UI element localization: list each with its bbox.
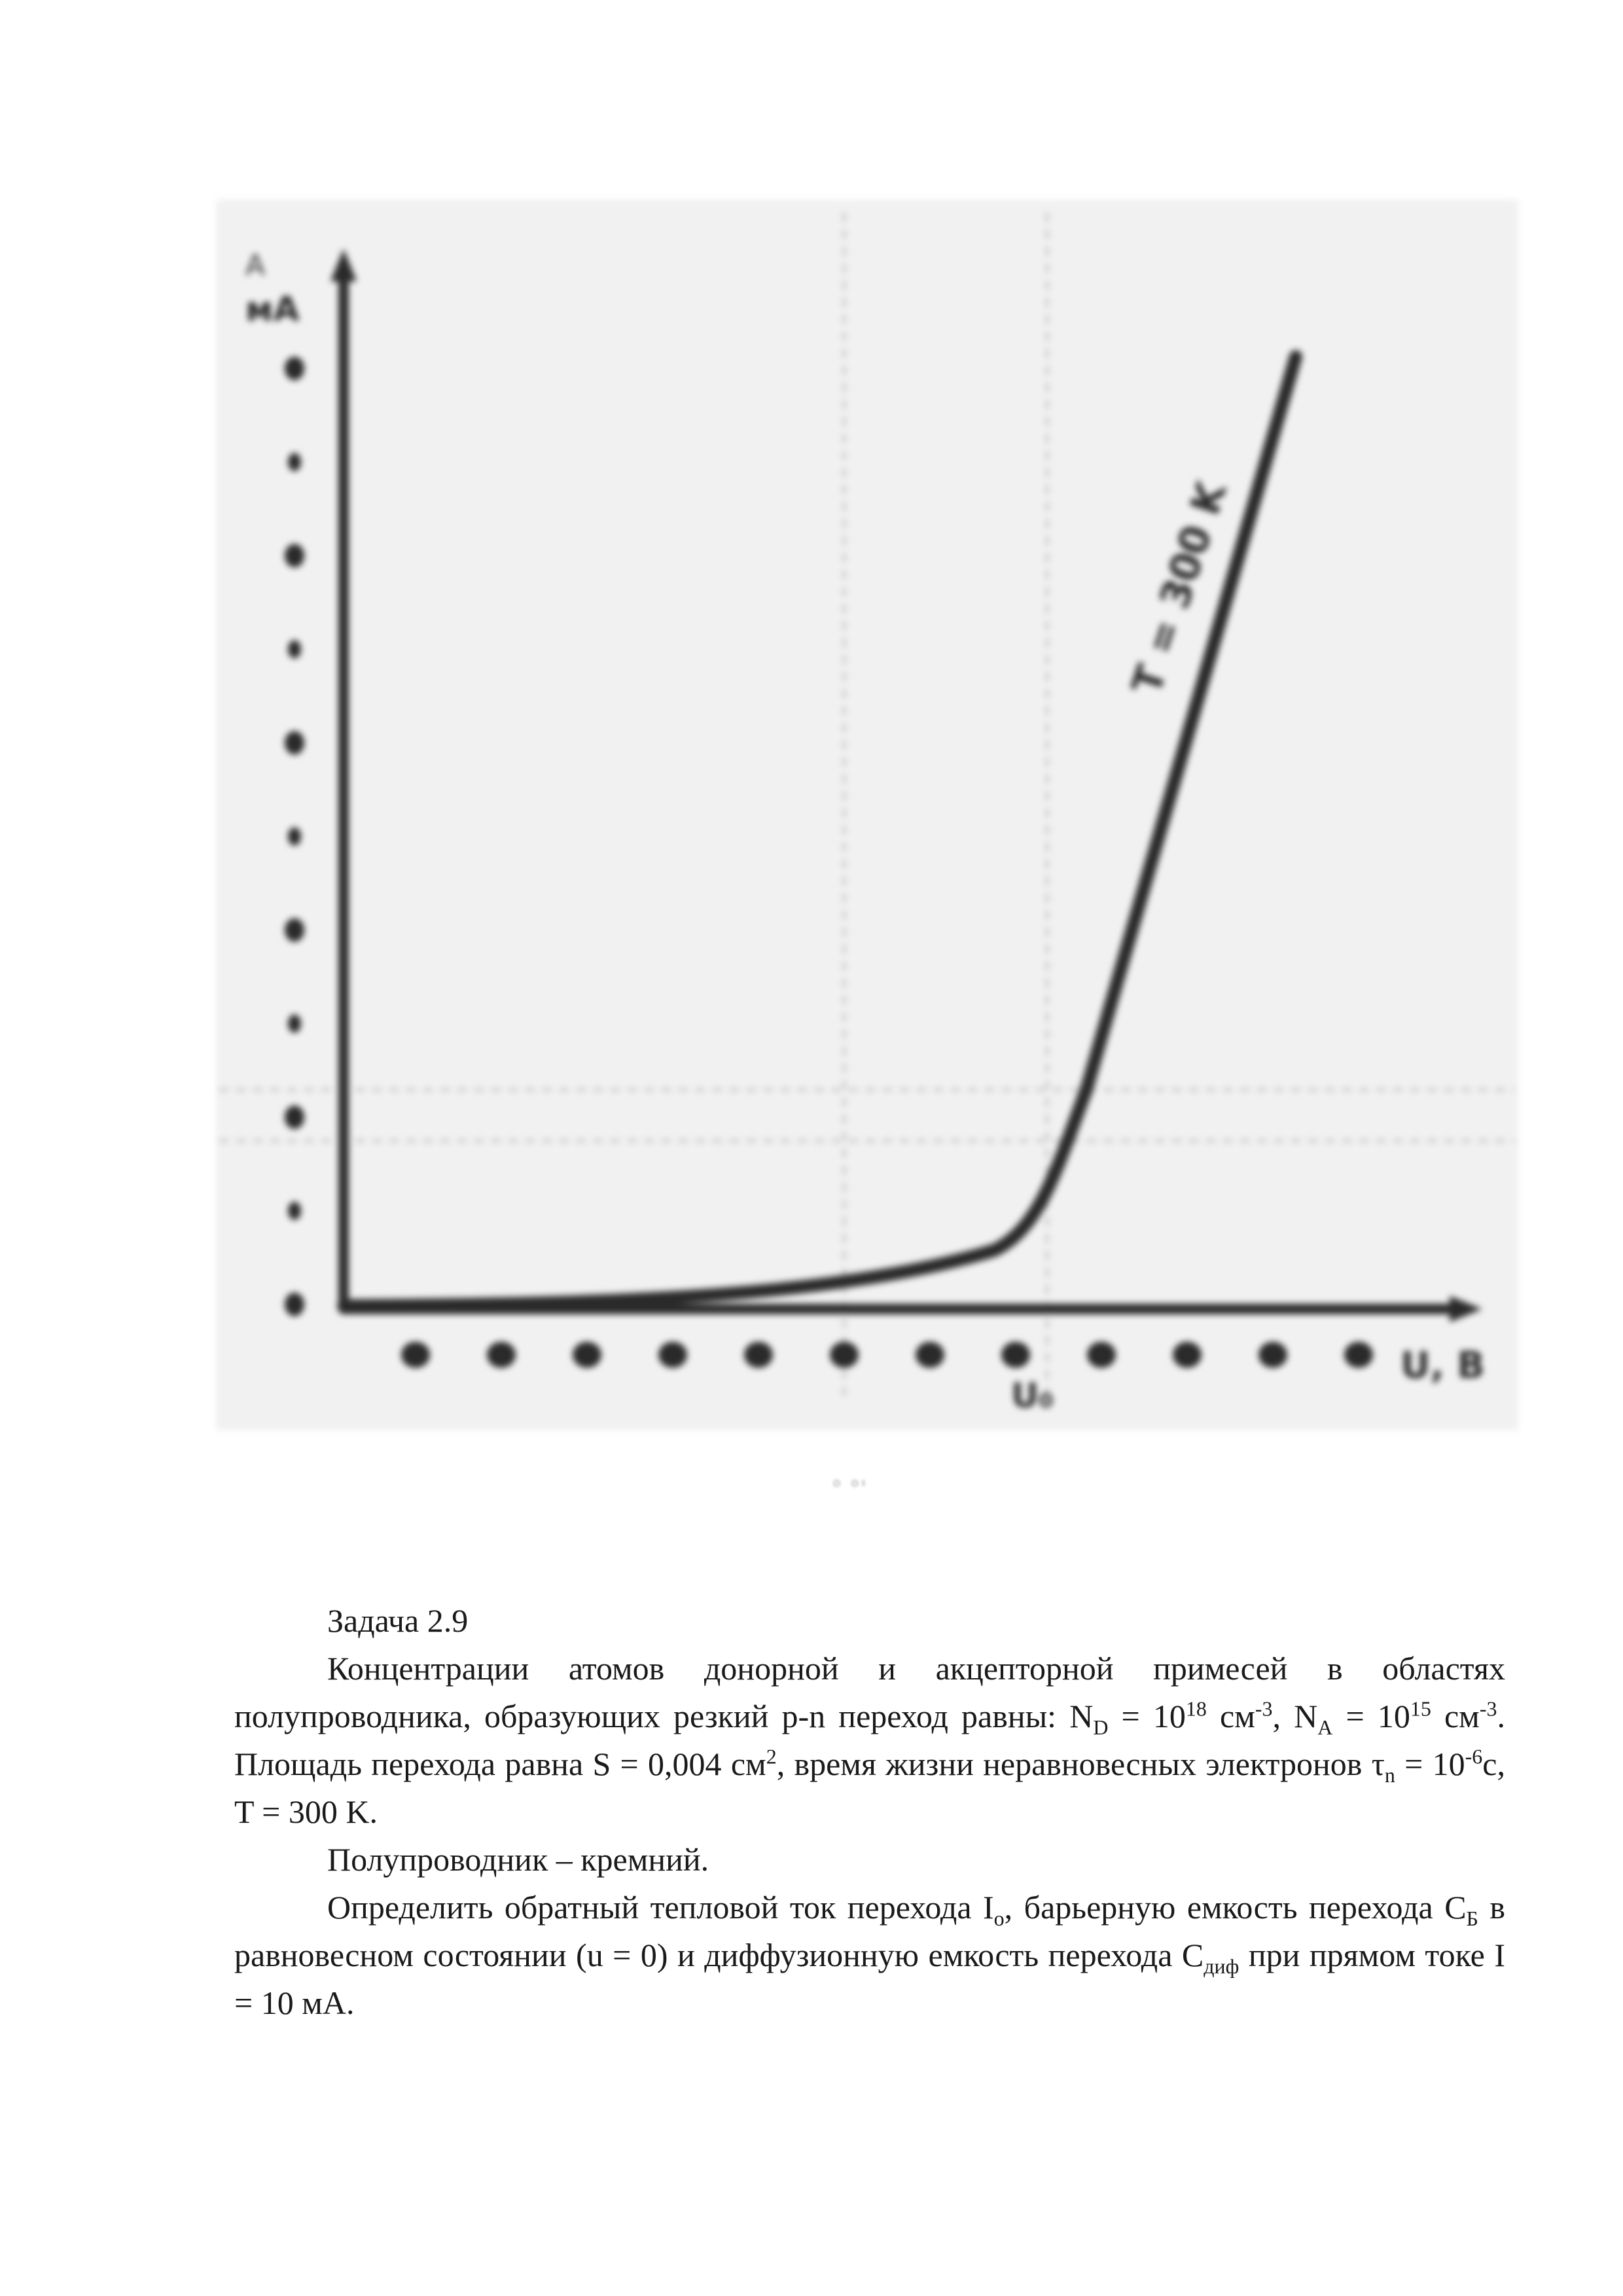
x-tick-dot (1173, 1342, 1202, 1368)
problem-title: Задача 2.9 (327, 1602, 469, 1639)
y-axis-arrow (330, 249, 357, 281)
x-tick-dot (744, 1342, 773, 1368)
y-tick-dot (285, 357, 304, 380)
scan-guides (219, 213, 1515, 1404)
scanned-iv-figure (216, 200, 1518, 1430)
iv-curve (344, 357, 1296, 1306)
y-tick-dot (288, 640, 301, 658)
y-tick-dot (285, 731, 304, 755)
y-tick-dot (285, 544, 304, 567)
y-tick-dot (288, 1014, 301, 1033)
curve-label: T = 300 K (1122, 476, 1236, 700)
x-marker-label: U₀ (1011, 1376, 1054, 1416)
problem-task: Определить обратный тепловой ток перехода $I_o$, барьерную емкость перехода $C_Б$ в равновесном состоянии (u = 0) и диффузионную емкость перехода $C_{диф}$ при прямом токе I = 10 мА. (234, 1889, 1505, 2021)
problem-conditions: Концентрации атомов донорной и акцепторной примесей в областях полупроводника, образующих резкий p-n переход равны: $N_D = 10^{18}$ $см^{-3}$, $N_A = 10^{15}$ $см^{-3}$. Площадь перехода равна S = 0,004 $см^2$, время жизни неравновесных электронов $\tau_n = 10^{-6}с$, T = 300 K. (234, 1650, 1505, 1830)
x-tick-dot (658, 1342, 687, 1368)
x-tick-dot (1087, 1342, 1116, 1368)
x-axis-label: U, В (1400, 1344, 1485, 1387)
problem-text (234, 1597, 1505, 2027)
y-tick-dot (288, 827, 301, 846)
x-axis-tick-marks (401, 1342, 1373, 1368)
axes (344, 272, 1456, 1309)
y-tick-dot (288, 1202, 301, 1220)
y-axis-label-top: A (245, 249, 266, 282)
x-tick-dot (1001, 1342, 1030, 1368)
y-axis-tick-marks (285, 357, 304, 1316)
scan-artifact: ° °' (831, 1476, 867, 1502)
x-tick-dot (573, 1342, 601, 1368)
y-tick-dot (285, 1105, 304, 1129)
x-tick-dot (487, 1342, 516, 1368)
iv-characteristic-plot (216, 200, 1518, 1430)
x-tick-dot (1344, 1342, 1373, 1368)
y-tick-dot (288, 453, 301, 471)
x-tick-dot (1258, 1342, 1287, 1368)
y-tick-dot (285, 918, 304, 942)
x-tick-dot (830, 1342, 859, 1368)
x-axis-arrow (1450, 1296, 1482, 1322)
y-axis-label-unit: мА (245, 290, 300, 329)
x-tick-dot (401, 1342, 430, 1368)
problem-material: Полупроводник – кремний. (327, 1841, 709, 1878)
x-tick-dot (916, 1342, 944, 1368)
y-tick-dot (285, 1293, 304, 1316)
